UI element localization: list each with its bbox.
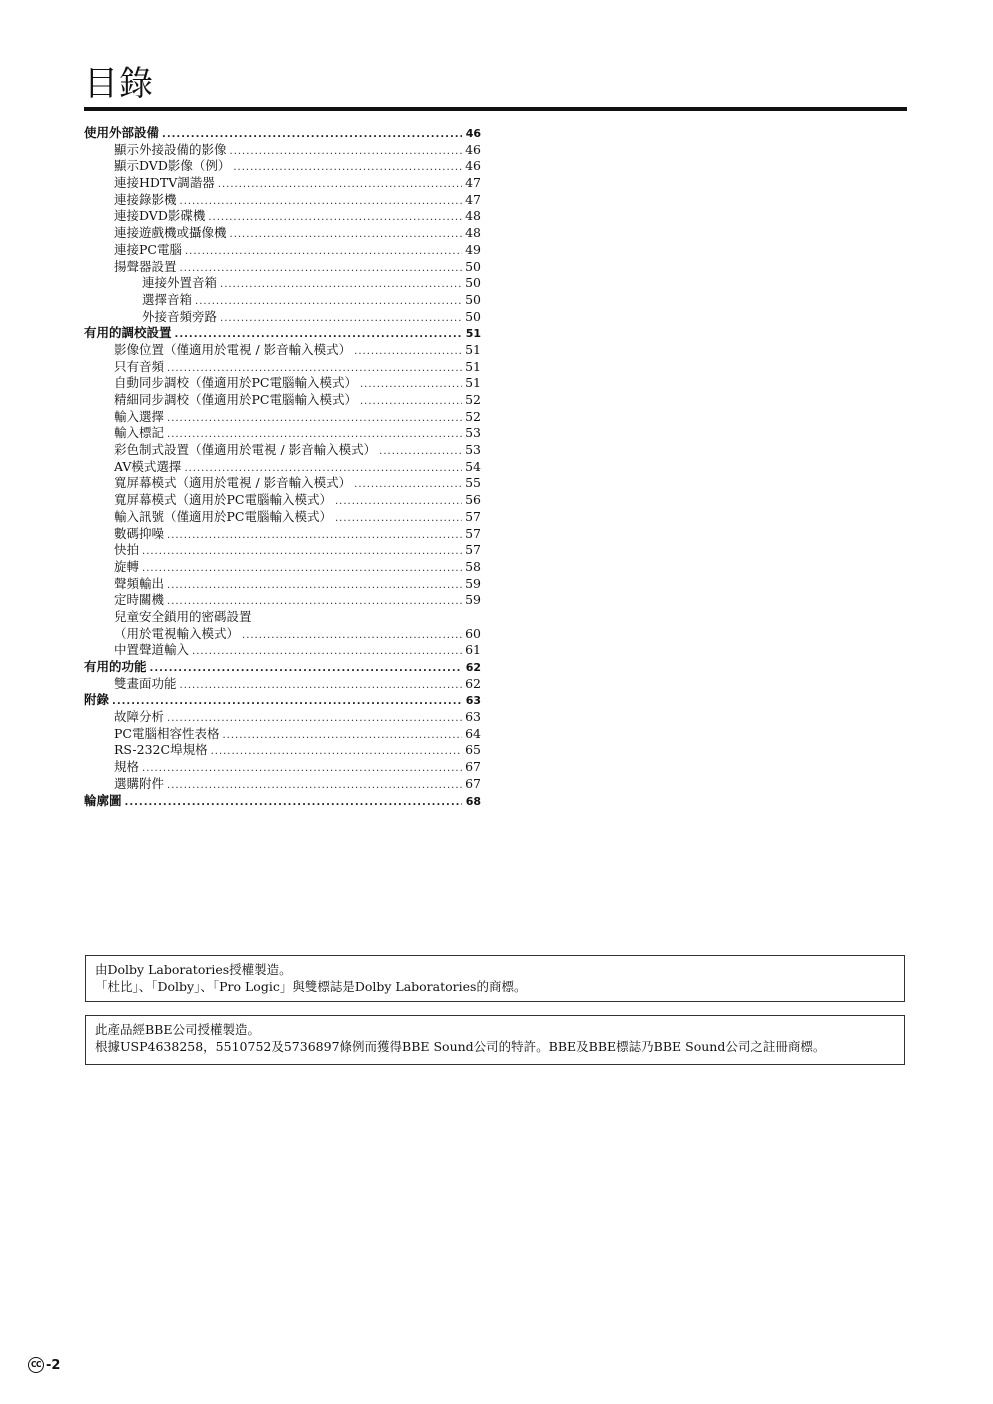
toc-entry-title: 只有音頻 (114, 358, 165, 374)
toc-leader-dots (220, 311, 462, 328)
toc-leader-dots (112, 694, 462, 711)
toc-entry[interactable] (84, 275, 481, 292)
toc-entry-title: AV模式選擇 (114, 458, 182, 474)
toc-section-entry[interactable] (84, 793, 481, 810)
toc-entry[interactable] (84, 359, 481, 376)
toc-page-number: 62 (465, 661, 481, 674)
toc-entry[interactable] (84, 175, 481, 192)
toc-entry-title: 聲頻輸出 (114, 575, 165, 591)
toc-entry-title: 故障分析 (114, 709, 165, 725)
toc-entry-title: 寬屏幕模式（適用於PC電腦輸入模式） (114, 492, 332, 508)
toc-entry-title: 連接遊戲機或攝像機 (114, 225, 227, 241)
toc-entry[interactable] (84, 442, 481, 459)
toc-leader-dots (354, 477, 462, 494)
toc-entry-title: 選購附件 (114, 775, 165, 791)
toc-leader-dots (360, 394, 462, 411)
bbe-trademark-line: 根據USP4638258，5510752及5736897條例而獲得BBE Sound公司的特許。BBE及BBE標誌乃BBE Sound公司之註冊商標。 (95, 1039, 826, 1054)
page-title: 目錄 (84, 64, 154, 104)
toc-entry-title: 輸入選擇 (114, 408, 165, 424)
toc-entry-title: 使用外部設備 (84, 125, 160, 140)
toc-entry-title: 精細同步調校（僅適用於PC電腦輸入模式） (114, 392, 357, 407)
toc-leader-dots (185, 244, 462, 261)
toc-page-number: 63 (465, 709, 481, 725)
toc-leader-dots (192, 644, 462, 661)
toc-page-number: 57 (465, 508, 481, 524)
toc-page-number: 56 (465, 492, 481, 508)
toc-page-number: 50 (465, 308, 481, 324)
toc-section-entry[interactable] (84, 692, 481, 709)
toc-entry[interactable] (84, 208, 481, 225)
toc-entry-title: 連接外置音箱 (142, 275, 218, 291)
toc-entry[interactable] (84, 626, 481, 643)
toc-page-number: 51 (465, 375, 481, 391)
toc-page-number: 46 (465, 158, 481, 174)
toc-entry[interactable] (84, 158, 481, 175)
toc-entry[interactable] (84, 225, 481, 242)
toc-entry-title: RS-232C埠規格 (114, 742, 208, 758)
dolby-trademark-line: 「杜比」、「Dolby」、「Pro Logic」與雙標誌是Dolby Laboratories的商標。 (95, 979, 527, 994)
toc-entry[interactable] (84, 375, 481, 392)
toc-entry-title: 輸入標記 (114, 425, 165, 441)
toc-leader-dots (180, 261, 462, 278)
toc-page-number: 57 (465, 542, 481, 558)
toc-leader-dots (218, 177, 462, 194)
toc-leader-dots (208, 210, 462, 227)
toc-page-number: 52 (465, 392, 481, 407)
toc-entry[interactable] (84, 676, 481, 693)
bbe-notice-box (85, 1015, 905, 1065)
toc-entry[interactable] (84, 609, 481, 626)
toc-entry-title: 有用的功能 (84, 659, 147, 674)
dolby-notice-box (85, 955, 905, 1002)
toc-page-number: 50 (465, 291, 481, 307)
toc-entry-title: 輪廓圖 (84, 792, 122, 808)
toc-entry-title: 外接音頻旁路 (142, 308, 218, 324)
toc-entry-title: 連接HDTV調諧器 (114, 175, 215, 191)
toc-page-number: 47 (465, 175, 481, 191)
toc-page-number: 47 (465, 191, 481, 207)
table-of-contents (84, 125, 481, 809)
toc-leader-dots (222, 728, 462, 745)
toc-page-number: 46 (465, 127, 481, 140)
toc-leader-dots (335, 494, 462, 511)
toc-entry-title: 兒童安全鎖用的密碼設置 (114, 608, 252, 624)
toc-leader-dots (167, 778, 462, 795)
toc-page-number: 67 (465, 759, 481, 775)
toc-leader-dots (195, 294, 462, 311)
toc-entry[interactable] (84, 242, 481, 259)
toc-entry[interactable] (84, 292, 481, 309)
toc-entry-title: 輸入訊號（僅適用於PC電腦輸入模式） (114, 508, 332, 524)
toc-page-number: 49 (465, 241, 481, 257)
toc-entry-title: 連接錄影機 (114, 191, 177, 207)
toc-entry-title: 快拍 (114, 542, 140, 558)
toc-page-number: 51 (465, 327, 481, 341)
page-number: -2 (46, 1357, 61, 1373)
toc-entry-title: 中置聲道輸入 (114, 642, 190, 658)
toc-entry-title: PC電腦相容性表格 (114, 725, 220, 741)
toc-entry[interactable] (84, 726, 481, 743)
toc-leader-dots (335, 511, 462, 528)
toc-leader-dots (230, 227, 462, 244)
bbe-notice-line: 此產品經BBE公司授權製造。 (95, 1022, 260, 1037)
toc-entry-title: 顯示DVD影像（例） (114, 158, 231, 174)
toc-entry[interactable] (84, 576, 481, 593)
toc-leader-dots (379, 444, 462, 461)
toc-entry[interactable] (84, 309, 481, 326)
toc-entry-title: 自動同步調校（僅適用於PC電腦輸入模式） (114, 375, 357, 391)
toc-page-number: 57 (465, 525, 481, 541)
toc-leader-dots (167, 528, 462, 545)
toc-leader-dots (211, 744, 462, 761)
toc-entry-title: 選擇音箱 (142, 291, 193, 307)
toc-page-number: 68 (465, 794, 481, 808)
toc-page-number: 48 (465, 208, 481, 224)
dolby-notice-line: 由Dolby Laboratories授權製造。 (95, 962, 292, 977)
toc-page-number: 52 (465, 408, 481, 424)
page-footer (28, 1357, 60, 1373)
toc-leader-dots (233, 160, 462, 177)
toc-entry[interactable] (84, 342, 481, 359)
toc-entry-title: 連接PC電腦 (114, 241, 182, 257)
toc-entry[interactable] (84, 542, 481, 559)
toc-entry-title: 旋轉 (114, 558, 140, 574)
toc-entry-title: 規格 (114, 759, 140, 775)
toc-section-entry[interactable] (84, 125, 481, 142)
toc-page-number: 53 (465, 425, 481, 441)
toc-leader-dots (142, 761, 462, 778)
toc-page-number: 55 (465, 475, 481, 491)
toc-entry[interactable] (84, 742, 481, 759)
language-code-icon: CC (28, 1357, 44, 1373)
toc-entry-title: 揚聲器設置 (114, 258, 177, 274)
toc-page-number: 60 (465, 625, 481, 641)
toc-page-number: 50 (465, 258, 481, 274)
toc-entry-title: 有用的調校設置 (84, 325, 172, 341)
toc-entry-title: 雙畫面功能 (114, 675, 177, 691)
toc-entry[interactable] (84, 259, 481, 276)
toc-page-number: 54 (465, 458, 481, 474)
toc-leader-dots (354, 344, 462, 361)
toc-page-number: 62 (465, 675, 481, 691)
toc-page-number: 59 (465, 575, 481, 591)
toc-page-number: 63 (465, 694, 481, 708)
toc-entry[interactable] (84, 592, 481, 609)
toc-entry[interactable] (84, 425, 481, 442)
toc-entry-title: 寬屏幕模式（適用於電視 / 影音輸入模式） (114, 475, 352, 491)
toc-section-entry[interactable] (84, 325, 481, 342)
toc-entry[interactable] (84, 709, 481, 726)
toc-leader-dots (142, 561, 462, 578)
toc-entry[interactable] (84, 759, 481, 776)
toc-page-number: 58 (465, 558, 481, 574)
toc-leader-dots (167, 411, 462, 428)
toc-entry-title: （用於電視輸入模式） (114, 625, 240, 641)
toc-entry-title: 影像位置（僅適用於電視 / 影音輸入模式） (114, 341, 352, 357)
toc-page-number: 48 (465, 225, 481, 241)
toc-entry[interactable] (84, 409, 481, 426)
toc-page-number: 50 (465, 275, 481, 291)
toc-page-number: 61 (465, 642, 481, 658)
toc-page-number: 51 (465, 358, 481, 374)
toc-section-entry[interactable] (84, 659, 481, 676)
toc-entry[interactable] (84, 509, 481, 526)
toc-leader-dots (220, 277, 462, 294)
toc-entry-title: 連接DVD影碟機 (114, 208, 206, 224)
toc-entry[interactable] (84, 192, 481, 209)
toc-entry[interactable] (84, 459, 481, 476)
toc-entry[interactable] (84, 776, 481, 793)
toc-page-number: 51 (465, 341, 481, 357)
toc-entry[interactable] (84, 392, 481, 409)
toc-leader-dots (142, 544, 462, 561)
toc-page-number: 64 (465, 725, 481, 741)
toc-leader-dots (242, 628, 462, 645)
toc-entry-title: 彩色制式設置（僅適用於電視 / 影音輸入模式） (114, 442, 377, 458)
toc-entry-title: 定時關機 (114, 592, 165, 608)
toc-entry[interactable] (84, 526, 481, 543)
toc-leader-dots (167, 578, 462, 595)
toc-entry[interactable] (84, 142, 481, 159)
toc-leader-dots (230, 144, 462, 161)
toc-entry-title: 顯示外接設備的影像 (114, 141, 227, 157)
toc-entry-title: 數碼抑噪 (114, 525, 165, 541)
toc-entry[interactable] (84, 642, 481, 659)
toc-page-number: 53 (465, 442, 481, 458)
toc-entry-title: 附錄 (84, 692, 110, 708)
toc-page-number: 65 (465, 742, 481, 758)
toc-entry[interactable] (84, 492, 481, 509)
toc-leader-dots (180, 678, 462, 695)
toc-leader-dots (150, 661, 462, 678)
toc-page-number: 59 (465, 592, 481, 608)
toc-entry[interactable] (84, 475, 481, 492)
toc-page-number: 67 (465, 775, 481, 791)
toc-leader-dots (180, 194, 462, 211)
toc-leader-dots (360, 377, 462, 394)
toc-leader-dots (125, 795, 462, 812)
toc-page-number: 46 (465, 141, 481, 157)
toc-entry[interactable] (84, 559, 481, 576)
title-rule (84, 107, 907, 111)
